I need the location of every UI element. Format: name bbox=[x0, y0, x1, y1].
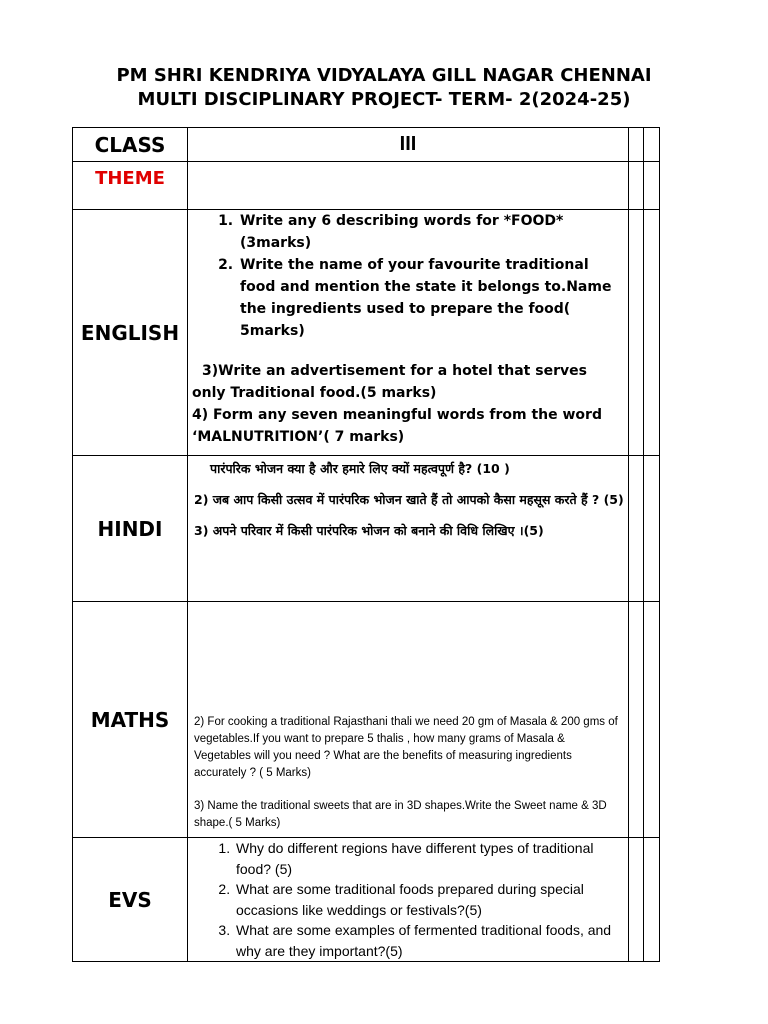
evs-questions bbox=[188, 838, 629, 962]
english-question-4: 4) Form any seven meaningful words from the word ‘MALNUTRITION’( 7 marks) bbox=[192, 407, 602, 445]
maths-questions bbox=[188, 602, 629, 838]
extra-cell bbox=[644, 456, 660, 602]
extra-cell bbox=[644, 128, 660, 162]
maths-label: MATHS bbox=[73, 602, 188, 838]
evs-question-1: 1. Why do different regions have different types of traditional food? (5) bbox=[234, 838, 624, 879]
class-row bbox=[73, 128, 660, 162]
extra-cell bbox=[629, 162, 644, 210]
class-label: CLASS bbox=[73, 128, 188, 162]
extra-cell bbox=[629, 838, 644, 962]
extra-cell bbox=[644, 602, 660, 838]
project-title: MULTI DISCIPLINARY PROJECT- TERM- 2(2024-25) bbox=[137, 89, 631, 110]
school-name: PM SHRI KENDRIYA VIDYALAYA GILL NAGAR CHENNAI bbox=[116, 65, 652, 86]
hindi-question-1: पारंपरिक भोजन क्या है और हमारे लिए क्यों महत्वपूर्ण है? (10 ) bbox=[210, 461, 510, 476]
project-table bbox=[72, 127, 660, 962]
hindi-question-2: 2) जब आप किसी उत्सव में पारंपरिक भोजन खाते हैं तो आपको कैसा महसूस करते हैं ? (5) bbox=[194, 492, 624, 507]
hindi-questions bbox=[188, 456, 629, 602]
class-value: III bbox=[188, 128, 629, 162]
hindi-question-3: 3) अपने परिवार में किसी पारंपरिक भोजन को बनाने की विधि लिखिए ।(5) bbox=[194, 523, 544, 538]
maths-row bbox=[73, 602, 660, 838]
extra-cell bbox=[644, 162, 660, 210]
evs-row bbox=[73, 838, 660, 962]
extra-cell bbox=[629, 128, 644, 162]
hindi-row bbox=[73, 456, 660, 602]
extra-cell bbox=[644, 210, 660, 456]
english-questions bbox=[188, 210, 629, 456]
theme-label: THEME bbox=[73, 162, 188, 210]
english-question-1: 1. Write any 6 describing words for *FOOD*(3marks) bbox=[238, 210, 624, 254]
hindi-label: HINDI bbox=[73, 456, 188, 602]
extra-cell bbox=[629, 456, 644, 602]
english-label: ENGLISH bbox=[73, 210, 188, 456]
english-question-2: 2. Write the name of your favourite traditional food and mention the state it belongs to.Name the ingredients used to prepare the food( 5marks) bbox=[238, 254, 624, 342]
evs-label: EVS bbox=[73, 838, 188, 962]
document-header bbox=[0, 64, 768, 112]
theme-row bbox=[73, 162, 660, 210]
extra-cell bbox=[629, 602, 644, 838]
evs-question-3: 3. What are some examples of fermented traditional foods, and why are they important?(5) bbox=[234, 920, 624, 961]
maths-question-2: 2) For cooking a traditional Rajasthani thali we need 20 gm of Masala & 200 gms of vegetables.If you want to prepare 5 thalis , how many grams of Masala & Vegetables will you need ? What are the benefits of measuring ingredients accurately ? ( 5 Marks) bbox=[194, 716, 618, 779]
maths-question-3: 3) Name the traditional sweets that are in 3D shapes.Write the Sweet name & 3D shape.( 5 Marks) bbox=[194, 800, 607, 829]
english-row bbox=[73, 210, 660, 456]
evs-question-2: 2. What are some traditional foods prepared during special occasions like weddings or festivals?(5) bbox=[234, 879, 624, 920]
extra-cell bbox=[629, 210, 644, 456]
english-question-3: 3)Write an advertisement for a hotel that serves only Traditional food.(5 marks) bbox=[192, 363, 587, 401]
theme-value bbox=[188, 162, 629, 210]
extra-cell bbox=[644, 838, 660, 962]
